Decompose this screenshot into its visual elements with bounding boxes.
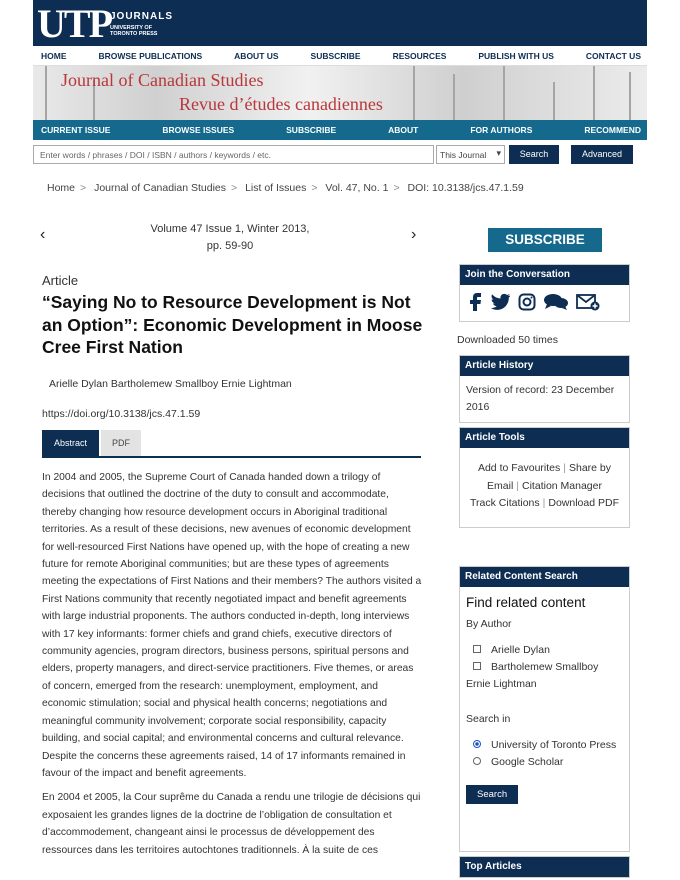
publisher-name-line1: UNIVERSITY OF [110, 25, 153, 31]
search-scope-select[interactable] [436, 145, 505, 164]
join-conversation-heading: Join the Conversation [460, 265, 629, 285]
by-author-label: By Author [466, 618, 512, 630]
abstract-english: In 2004 and 2005, the Supreme Court of Canada handed down a trilogy of decisions that outlined the doctrine of the duty to consult and accommodate, thereby changing how resource development occurs in Aboriginal traditional territories. As a result of these decisions, new avenues of economic development for well-resourced First Nations have opened up, with the hope of creating a new future for remote Aboriginal communities; but are these types of agreements meeting the expectations of First Nations and their members? The authors visited a First Nations community that recently negotiated impact and benefit agreements with large industrial proponents. The authors conducted in-depth, long interviews with 17 key informants: former chiefs and grand chiefs, executive directors of community agencies, program directors, business persons, spiritual persons and elders, property managers, and direct-service practitioners. Five themes, or areas of concern, emerged from the research: unemployment, employment, and economic stimulation; social and physical health concerns; negotiations and meaningful community involvement; corporate social responsibility, capacity building, and social capital; and environmental concerns and cultural relevance. Despite the concerns these agreements raised, 14 of 17 informants remained in favour of the impact and benefit agreements. [42, 472, 422, 779]
source-radio-utp[interactable] [473, 740, 481, 748]
nav-browse-publications[interactable]: BROWSE PUBLICATIONS [98, 50, 203, 61]
abstract-body [42, 469, 424, 866]
chevron-down-icon: ▾ [496, 148, 501, 158]
download-pdf-link[interactable]: Download PDF [548, 497, 619, 509]
article-authors[interactable]: Arielle Dylan Bartholemew Smallboy Ernie Lightman [49, 378, 292, 390]
article-doi-link[interactable]: https://doi.org/10.3138/jcs.47.1.59 [42, 408, 201, 420]
facebook-icon[interactable] [468, 293, 482, 314]
article-tabs [42, 430, 421, 458]
nav-subscribe[interactable]: SUBSCRIBE [310, 50, 361, 61]
email-share-icon[interactable] [576, 293, 600, 314]
breadcrumb-doi: DOI: 10.3138/jcs.47.1.59 [407, 182, 524, 194]
journal-banner[interactable] [33, 66, 647, 120]
article-tools-box: Article Tools Add to Favourites | Share by Email | Citation Manager Track Citations | Download PDF [459, 427, 630, 528]
search-in-label: Search in [466, 713, 511, 725]
issue-info [140, 221, 320, 255]
article-history-box [459, 355, 630, 423]
main-nav [33, 46, 647, 66]
breadcrumb: Home > Journal of Canadian Studies > List of Issues > Vol. 47, No. 1 > DOI: 10.3138/jcs.47.1.59 [47, 182, 524, 194]
previous-article-arrow[interactable]: ‹ [40, 226, 46, 243]
author-checkbox-2[interactable] [473, 662, 481, 670]
breadcrumb-home[interactable]: Home [47, 182, 76, 194]
search-button[interactable]: Search [509, 145, 559, 164]
download-count: Downloaded 50 times [457, 334, 558, 346]
twitter-icon[interactable] [490, 293, 510, 314]
banner-title-fr: Revue d’études canadiennes [179, 94, 383, 114]
search-bar [33, 140, 647, 168]
article-type: Article [42, 273, 79, 288]
site-header [33, 0, 647, 46]
nav-publish-with-us[interactable]: PUBLISH WITH US [478, 50, 554, 61]
article-tools-heading: Article Tools [460, 428, 629, 448]
jnav-recommend[interactable]: RECOMMEND [584, 125, 641, 135]
citation-manager-link[interactable]: Citation Manager [522, 479, 602, 492]
search-input[interactable]: Enter words / phrases / DOI / ISBN / authors / keywords / etc. [33, 145, 434, 164]
author-option-3[interactable]: Ernie Lightman [466, 678, 537, 690]
source-option-utp[interactable]: University of Toronto Press [466, 737, 623, 754]
abstract-french: En 2004 et 2005, la Cour suprême du Canada a rendu une trilogie de décisions qui exposaient les grandes lignes de la doctrine de l’obligation de consultation et d’accommodement, changeant ainsi le processus de développement des ressources dans les territoires autochtones traditionnels. À la suite de ces [42, 792, 421, 856]
breadcrumb-volume[interactable]: Vol. 47, No. 1 [325, 182, 389, 194]
top-articles-box [459, 856, 630, 878]
related-content-heading: Related Content Search [460, 567, 629, 587]
issue-volume: Volume 47 Issue 1, Winter 2013, [150, 223, 310, 235]
issue-pages: pp. 59-90 [206, 240, 254, 252]
nav-contact-us[interactable]: CONTACT US [585, 50, 641, 61]
instagram-icon[interactable] [518, 293, 536, 314]
jnav-subscribe[interactable]: SUBSCRIBE [286, 125, 337, 135]
find-related-title: Find related content [466, 595, 586, 610]
tab-pdf[interactable]: PDF [101, 430, 141, 456]
add-to-favourites-link[interactable]: Add to Favourites [477, 462, 561, 474]
search-scope-value: This Journal [440, 150, 487, 160]
social-share-icons [460, 285, 629, 321]
related-search-button[interactable]: Search [466, 785, 518, 804]
author-checkbox-1[interactable] [473, 645, 481, 653]
top-articles-heading: Top Articles [460, 857, 629, 877]
jnav-about[interactable]: ABOUT [388, 125, 419, 135]
comments-icon[interactable] [544, 293, 568, 314]
article-title: “Saying No to Resource Development is Not an Option”: Economic Development in Moose Cree First Nation [42, 292, 423, 357]
publisher-name-line2: TORONTO PRESS [110, 31, 158, 37]
author-option-2[interactable]: Bartholemew Smallboy [466, 659, 623, 676]
subscribe-button[interactable]: SUBSCRIBE [488, 228, 602, 252]
jnav-current-issue[interactable]: CURRENT ISSUE [41, 125, 111, 135]
track-citations-link[interactable]: Track Citations [470, 497, 540, 509]
journals-label: JOURNALS [110, 11, 174, 22]
author-option-1[interactable]: Arielle Dylan [466, 642, 623, 659]
article-history-heading: Article History [460, 356, 629, 376]
breadcrumb-list-of-issues[interactable]: List of Issues [245, 182, 307, 194]
nav-about-us[interactable]: ABOUT US [234, 50, 279, 61]
nav-resources[interactable]: RESOURCES [392, 50, 447, 61]
jnav-for-authors[interactable]: FOR AUTHORS [470, 125, 533, 135]
breadcrumb-journal[interactable]: Journal of Canadian Studies [94, 182, 226, 194]
tab-abstract[interactable]: Abstract [42, 430, 99, 456]
utp-logo[interactable]: UTP [37, 1, 111, 46]
share-by-email-link[interactable]: Share by Email [487, 462, 612, 492]
version-of-record: Version of record: 23 December 2016 [466, 384, 615, 413]
next-article-arrow[interactable]: › [411, 226, 417, 243]
banner-title-en: Journal of Canadian Studies [61, 70, 264, 90]
source-radio-google[interactable] [473, 757, 481, 765]
nav-home[interactable]: HOME [41, 50, 67, 61]
journal-nav [33, 120, 647, 140]
source-option-google[interactable]: Google Scholar [466, 754, 623, 771]
advanced-search-button[interactable]: Advanced [571, 145, 633, 164]
join-conversation-box [459, 264, 630, 322]
related-content-box [459, 566, 630, 852]
jnav-browse-issues[interactable]: BROWSE ISSUES [162, 125, 235, 135]
